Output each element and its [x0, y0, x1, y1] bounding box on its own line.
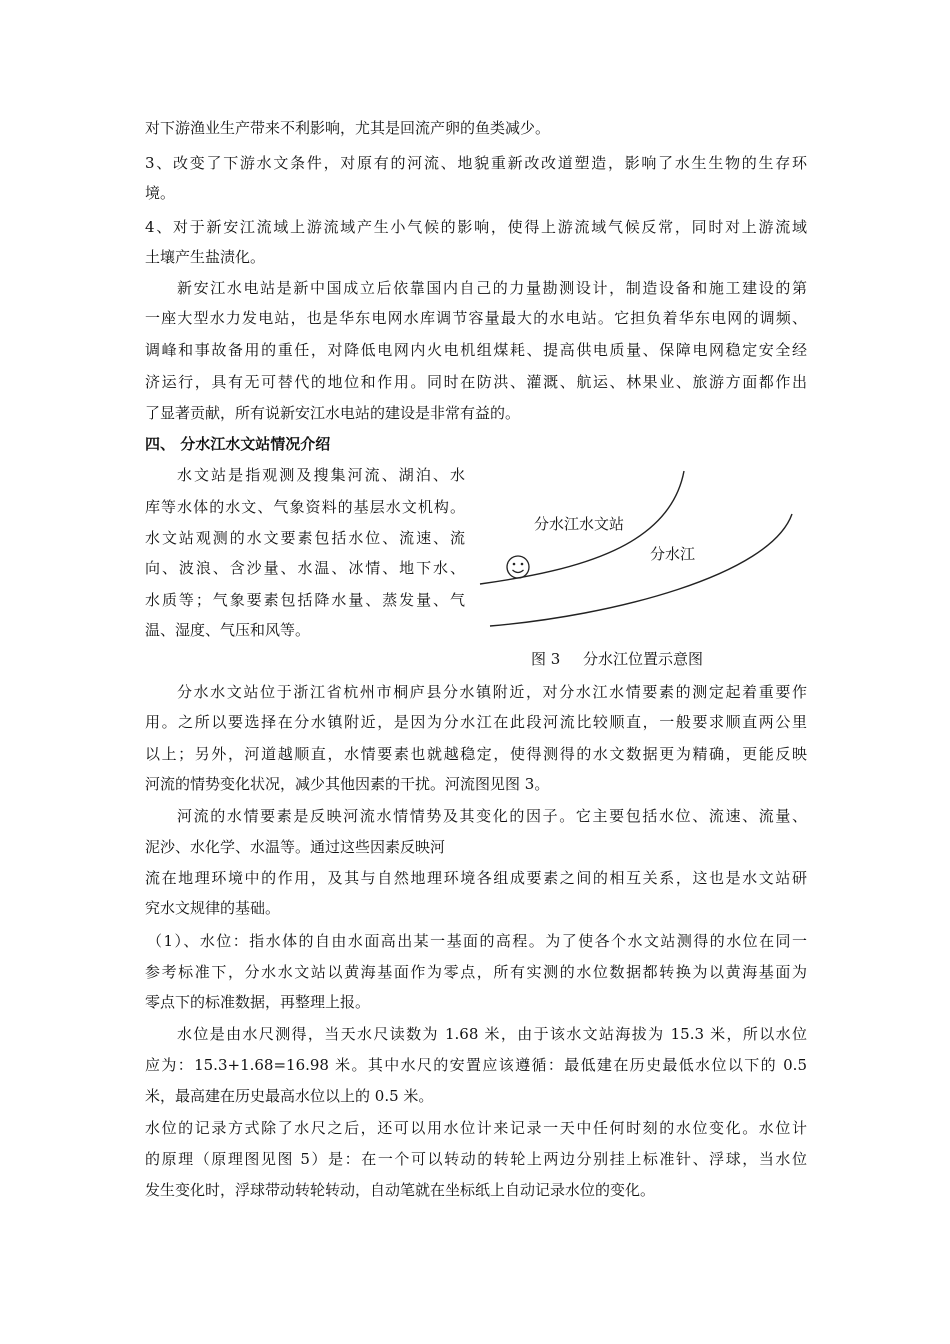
text-line: 以上；另外，河道越顺直，水情要素也就越稳定，使得测得的水文数据更为精确，更能反映 [145, 745, 807, 763]
text-line: 温、湿度、气压和风等。 [145, 621, 311, 639]
river-sketch [470, 466, 810, 642]
text-line: 泥沙、水化学、水温等。通过这些因素反映河 [145, 838, 446, 856]
section-heading: 四、 分水江水文站情况介绍 [145, 435, 331, 453]
text-line: 对下游渔业生产带来不利影响，尤其是回流产卵的鱼类减少。 [145, 119, 551, 137]
text-line: 调峰和事故备用的重任，对降低电网内火电机组煤耗、提高供电质量、保障电网稳定安全经 [145, 341, 807, 359]
text-line: 河流的情势变化状况，减少其他因素的干扰。河流图见图 3。 [145, 775, 550, 793]
text-line: 用。之所以要选择在分水镇附近，是因为分水江在此段河流比较顺直，一般要求顺直两公里 [145, 713, 807, 731]
text-line: 水位是由水尺测得，当天水尺读数为 1.68 米，由于该水文站海拔为 15.3 米，所以水位 [177, 1025, 807, 1043]
text-line: 流在地理环境中的作用，及其与自然地理环境各组成要素之间的相互关系，这也是水文站研 [145, 869, 807, 887]
text-line: 3、改变了下游水文条件，对原有的河流、地貌重新改改道塑造，影响了水生生物的生存环 [145, 154, 807, 172]
text-line: 一座大型水力发电站，也是华东电网水库调节容量最大的水电站。它担负着华东电网的调频、 [145, 309, 807, 327]
text-line: 米，最高建在历史最高水位以上的 0.5 米。 [145, 1087, 434, 1105]
text-line: 库等水体的水文、气象资料的基层水文机构。 [145, 498, 465, 516]
text-line: 向、波浪、含沙量、水温、冰情、地下水、 [145, 559, 465, 577]
text-line: 4、对于新安江流域上游流域产生小气候的影响，使得上游流域气候反常，同时对上游流域 [145, 218, 807, 236]
caption-number: 图 3 [531, 650, 561, 668]
text-line: 了显著贡献，所有说新安江水电站的建设是非常有益的。 [145, 404, 521, 422]
text-line: 水文站观测的水文要素包括水位、流速、流 [145, 529, 465, 547]
text-line: 究水文规律的基础。 [145, 899, 281, 917]
text-line: 应为：15.3+1.68=16.98 米。其中水尺的安置应该遵循：最低建在历史最低水位以下的 0.5 [145, 1056, 807, 1074]
text-line: 新安江水电站是新中国成立后依靠国内自己的力量勘测设计，制造设备和施工建设的第 [177, 279, 807, 297]
text-line: 分水水文站位于浙江省杭州市桐庐县分水镇附近，对分水江水情要素的测定起着重要作 [177, 683, 807, 701]
station-label: 分水江水文站 [534, 515, 625, 533]
text-line: 参考标准下，分水水文站以黄海基面作为零点，所有实测的水位数据都转换为以黄海基面为 [145, 963, 807, 981]
text-line: 的原理（原理图见图 5）是：在一个可以转动的转轮上两边分别挂上标准针、浮球，当水位 [145, 1150, 807, 1168]
river-label: 分水江 [650, 545, 696, 563]
text-line: 水质等；气象要素包括降水量、蒸发量、气 [145, 591, 465, 609]
caption-title: 分水江位置示意图 [583, 650, 704, 668]
smiley-face-icon [507, 556, 529, 578]
text-line: 济运行，具有无可替代的地位和作用。同时在防洪、灌溉、航运、林果业、旅游方面都作出 [145, 373, 807, 391]
text-line: 零点下的标准数据，再整理上报。 [145, 993, 371, 1011]
text-line: 境。 [145, 184, 176, 202]
text-line: 水文站是指观测及搜集河流、湖泊、水 [177, 466, 465, 484]
figure-caption [531, 649, 703, 669]
text-line: 发生变化时，浮球带动转轮转动，自动笔就在坐标纸上自动记录水位的变化。 [145, 1181, 656, 1199]
text-line: 水位的记录方式除了水尺之后，还可以用水位计来记录一天中任何时刻的水位变化。水位计 [145, 1119, 807, 1137]
river-location-figure [470, 466, 810, 642]
text-line: 土壤产生盐渍化。 [145, 248, 266, 266]
text-line: 河流的水情要素是反映河流水情情势及其变化的因子。它主要包括水位、流速、流量、 [177, 807, 807, 825]
text-line: （1）、水位：指水体的自由水面高出某一基面的高程。为了使各个水文站测得的水位在同一 [147, 932, 807, 950]
